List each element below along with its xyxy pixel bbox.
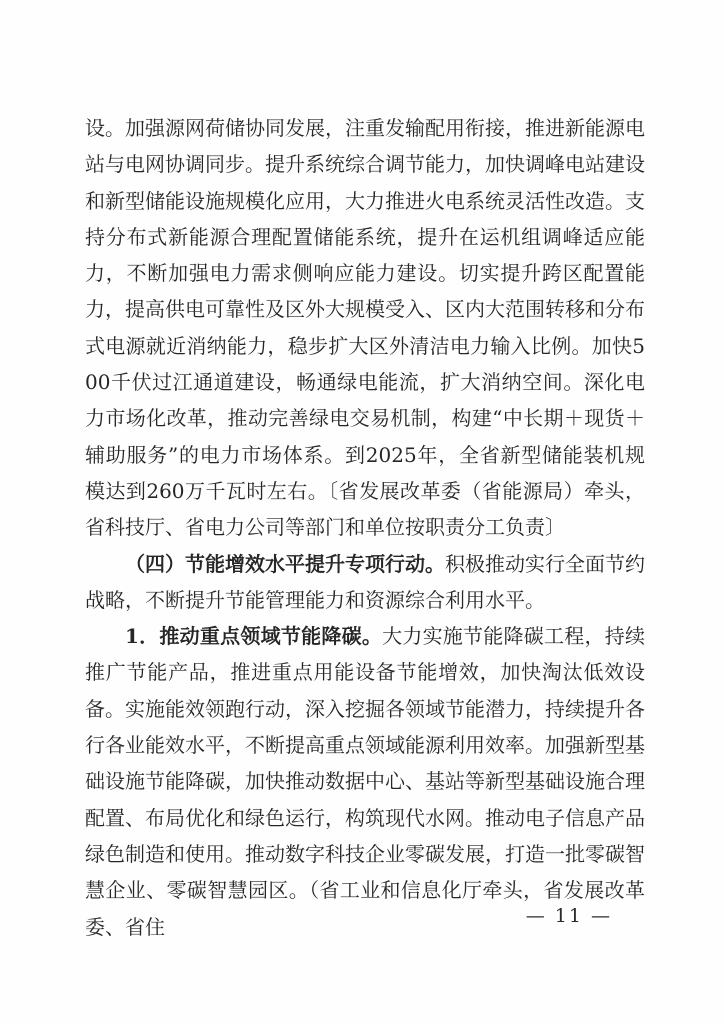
responsibility-attribution: （省工业和信息化厅牵头，省发展改革委、省住	[85, 878, 646, 939]
paragraph-text: 设。加强源网荷储协同发展，注重发输配用衔接，推进新能源电站与电网协调同步。提升系统综合调节能力，加快调峰电站建设和新型储能设施规模化应用，大力推进火电系统灵活性改造。支持分布式新能源合理配置储能系统，提升在运机组调峰适应能力，不断加强电力需求侧响应能力建设。切实提升跨区配置能力，提高供电可靠性及区外大规模受入、区内大范围转移和分布式电源就近消纳能力，稳步扩大区外清洁电力输入比例。加快500千伏过江通道建设，畅通绿电能流，扩大消纳空间。深化电力市场化改革，推动完善绿电交易机制，构建“中长期＋现货＋辅助服务”的电力市场体系。到2025年，全省新型储能装机规模达到260万千瓦时左右。	[85, 116, 645, 503]
paragraph-text: 大力实施节能降碳工程，持续推广节能产品，推进重点用能设备节能增效，加快淘汰低效设备。实施能效领跑行动，深入挖掘各领域节能潜力，持续提升各行各业能效水平，不断提高重点领域能源利用效率。加强新型基础设施节能降碳，加快推动数据中心、基站等新型基础设施合理配置、布局优化和绿色运行，构筑现代水网。推动电子信息产品绿色制造和使用。推动数字科技企业零碳发展，打造一批零碳智慧企业、零碳智慧园区。	[85, 624, 645, 903]
item-heading: 1．推动重点领域节能降碳。	[125, 624, 383, 649]
section-heading: （四）节能增效水平提升专项行动。	[125, 551, 445, 576]
paragraph-section-four	[85, 546, 645, 619]
document-body	[85, 110, 645, 945]
paragraph-continuation	[85, 110, 645, 546]
paragraph-item-one	[85, 618, 645, 945]
paragraph-text: 积极推动实行全面节约战略，不断提升节能管理能力和资源综合利用水平。	[85, 551, 645, 612]
responsibility-attribution: 〔省发展改革委（省能源局）牵头，省科技厅、省电力公司等部门和单位按职责分工负责〕	[85, 478, 645, 540]
page-number: — 11 —	[525, 905, 612, 927]
